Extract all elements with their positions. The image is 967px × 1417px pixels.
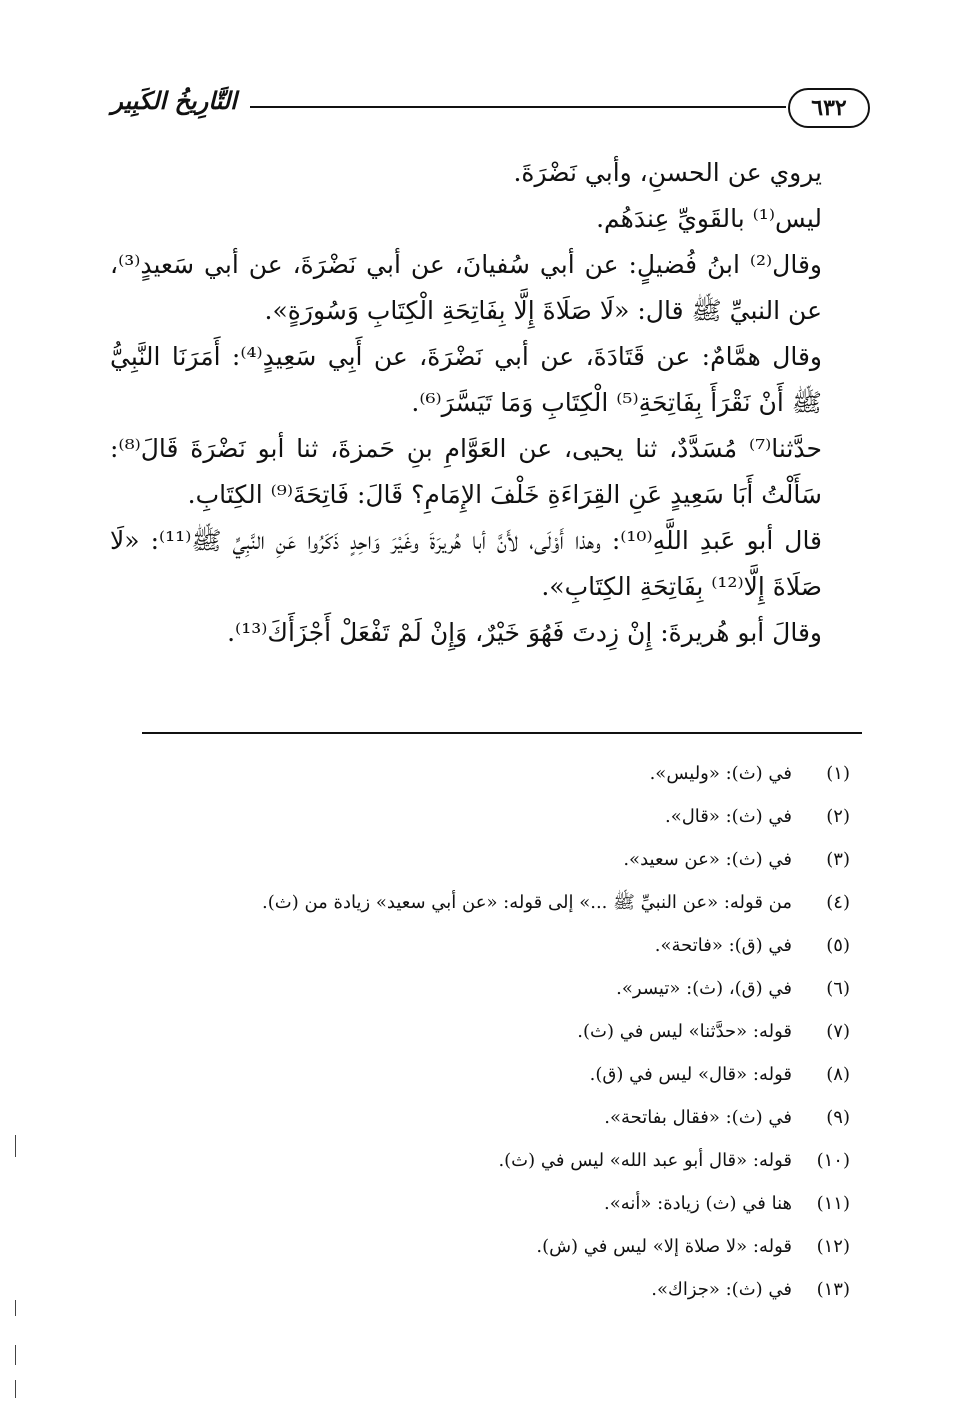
paragraph: ليس⁽¹⁾ بالقَويِّ عِندَهُم. (596, 204, 822, 233)
footnote-text: في (ث): «قال». (664, 806, 792, 827)
footnote-number: (١) (826, 763, 850, 784)
footnote-number: (٥) (826, 935, 850, 956)
footnote-number: (١٢) (816, 1236, 850, 1257)
footnote-number: (٣) (826, 849, 850, 870)
footnote-text: قوله: «لا صلاة إلا» ليس في (ش). (536, 1236, 792, 1257)
footnote-text: قوله: «قال» ليس في (ق). (589, 1064, 792, 1085)
footnote-text: في (ق): «فاتحة». (654, 935, 792, 956)
footnote (180, 1182, 850, 1225)
footnote-number: (٨) (826, 1064, 850, 1085)
footnote-text: في (ق)، (ث): «تيسر». (616, 978, 792, 999)
main-text (110, 150, 822, 656)
footnote-number: (٩) (826, 1107, 850, 1128)
footnote-text: من قوله: «عن النبيِّ ﷺ ...» إلى قوله: «عن أبي سعيد» زيادة من (ث). (262, 892, 792, 913)
footnote (180, 1225, 850, 1268)
paragraph: وقالَ أبو هُريرةَ: إِنْ زِدتَ فَهُوَ خَيْرٌ، وَإِنْ لَمْ تَفْعَلْ أَجْزَأَكَ⁽¹³⁾. (227, 618, 822, 647)
scan-edge-mark (15, 1135, 16, 1157)
footnote-number: (١٣) (816, 1279, 850, 1300)
paragraph: حدَّثنا⁽⁷⁾ مُسَدَّدٌ، ثنا يحيى، عن العَوَّامِ بنِ حَمزةَ، ثنا أبو نَضْرَةَ قَالَ⁽⁸⁾: سَأَلْتُ أَبَا سَعِيدٍ عَنِ القِرَاءَةِ خَلْفَ الإِمَامِ؟ قَالَ: فَاتِحَةَ⁽⁹⁾ الكِتَابِ. (110, 434, 822, 509)
paragraph: وقال⁽²⁾ ابنُ فُضيلٍ: عن أبي سُفيانَ، عن أبي نَضْرَةَ، عن أبي سَعيدٍ⁽³⁾، عن النبيِّ ﷺ قال: «لَا صَلَاةَ إِلَّا بِفَاتِحَةِ الْكِتَابِ وَسُورَةٍ». (110, 250, 822, 325)
footnote-number: (١١) (816, 1193, 850, 1214)
footnotes (180, 752, 850, 1311)
footnote (180, 967, 850, 1010)
footnote-text: في (ث): «عن سعيد». (623, 849, 792, 870)
paragraph: يروي عن الحسنِ، وأبي نَضْرَةَ. (513, 158, 822, 187)
footnote-text: في (ث): «وليس». (649, 763, 792, 784)
footnote-number: (٢) (826, 806, 850, 827)
footnote (180, 752, 850, 795)
page-header (100, 84, 870, 132)
footnote-text: قوله: «قال أبو عبد الله» ليس في (ث). (498, 1150, 792, 1171)
footnote (180, 838, 850, 881)
footnote (180, 1096, 850, 1139)
footnote-divider (142, 732, 862, 734)
footnote-number: (٦) (826, 978, 850, 999)
footnote-number: (٤) (826, 892, 850, 913)
footnote (180, 1268, 850, 1311)
page-number: ٦٣٢ (788, 88, 870, 128)
footnote-number: (٧) (826, 1021, 850, 1042)
header-rule (250, 106, 786, 108)
footnote (180, 1139, 850, 1182)
book-title: التَّارِيخُ الكَبِير (111, 86, 237, 115)
footnote (180, 924, 850, 967)
footnote-number: (١٠) (816, 1150, 850, 1171)
scan-edge-mark (15, 1345, 16, 1365)
footnote (180, 881, 850, 924)
footnote (180, 1010, 850, 1053)
footnote (180, 1053, 850, 1096)
footnote-text: في (ث): «فقال بفاتحة». (604, 1107, 792, 1128)
footnote-text: في (ث): «جزاك». (651, 1279, 792, 1300)
footnote-text: هنا في (ث) زيادة: «أنه». (604, 1193, 792, 1214)
footnote (180, 795, 850, 838)
paragraph: وقال همَّامٌ: عن قَتَادَةَ، عن أبي نَضْرَةَ، عن أَبِي سَعِيدٍ⁽⁴⁾: أَمَرَنَا النَّبِيُّ ﷺ أَنْ نَقْرَأَ بِفَاتِحَةِ⁽⁵⁾ الْكِتَابِ وَمَا تَيَسَّرَ⁽⁶⁾. (110, 342, 823, 417)
footnote-text: قوله: «حدَّثنا» ليس في (ث). (577, 1021, 792, 1042)
paragraph: قال أبو عَبدِ اللَّهِ⁽¹⁰⁾: وهذا أَوْلَى، لأَنَّ أبا هُريرَةَ وغَيْرَ وَاحِدٍ ذَكَرُوا عَنِ النَّبِيِّ ﷺ⁽¹¹⁾: «لَا صَلَاةَ إِلَّا⁽¹²⁾ بِفَاتِحَةِ الكِتَابِ». (110, 526, 823, 601)
scan-edge-mark (15, 1380, 16, 1398)
scan-edge-mark (15, 1300, 16, 1316)
